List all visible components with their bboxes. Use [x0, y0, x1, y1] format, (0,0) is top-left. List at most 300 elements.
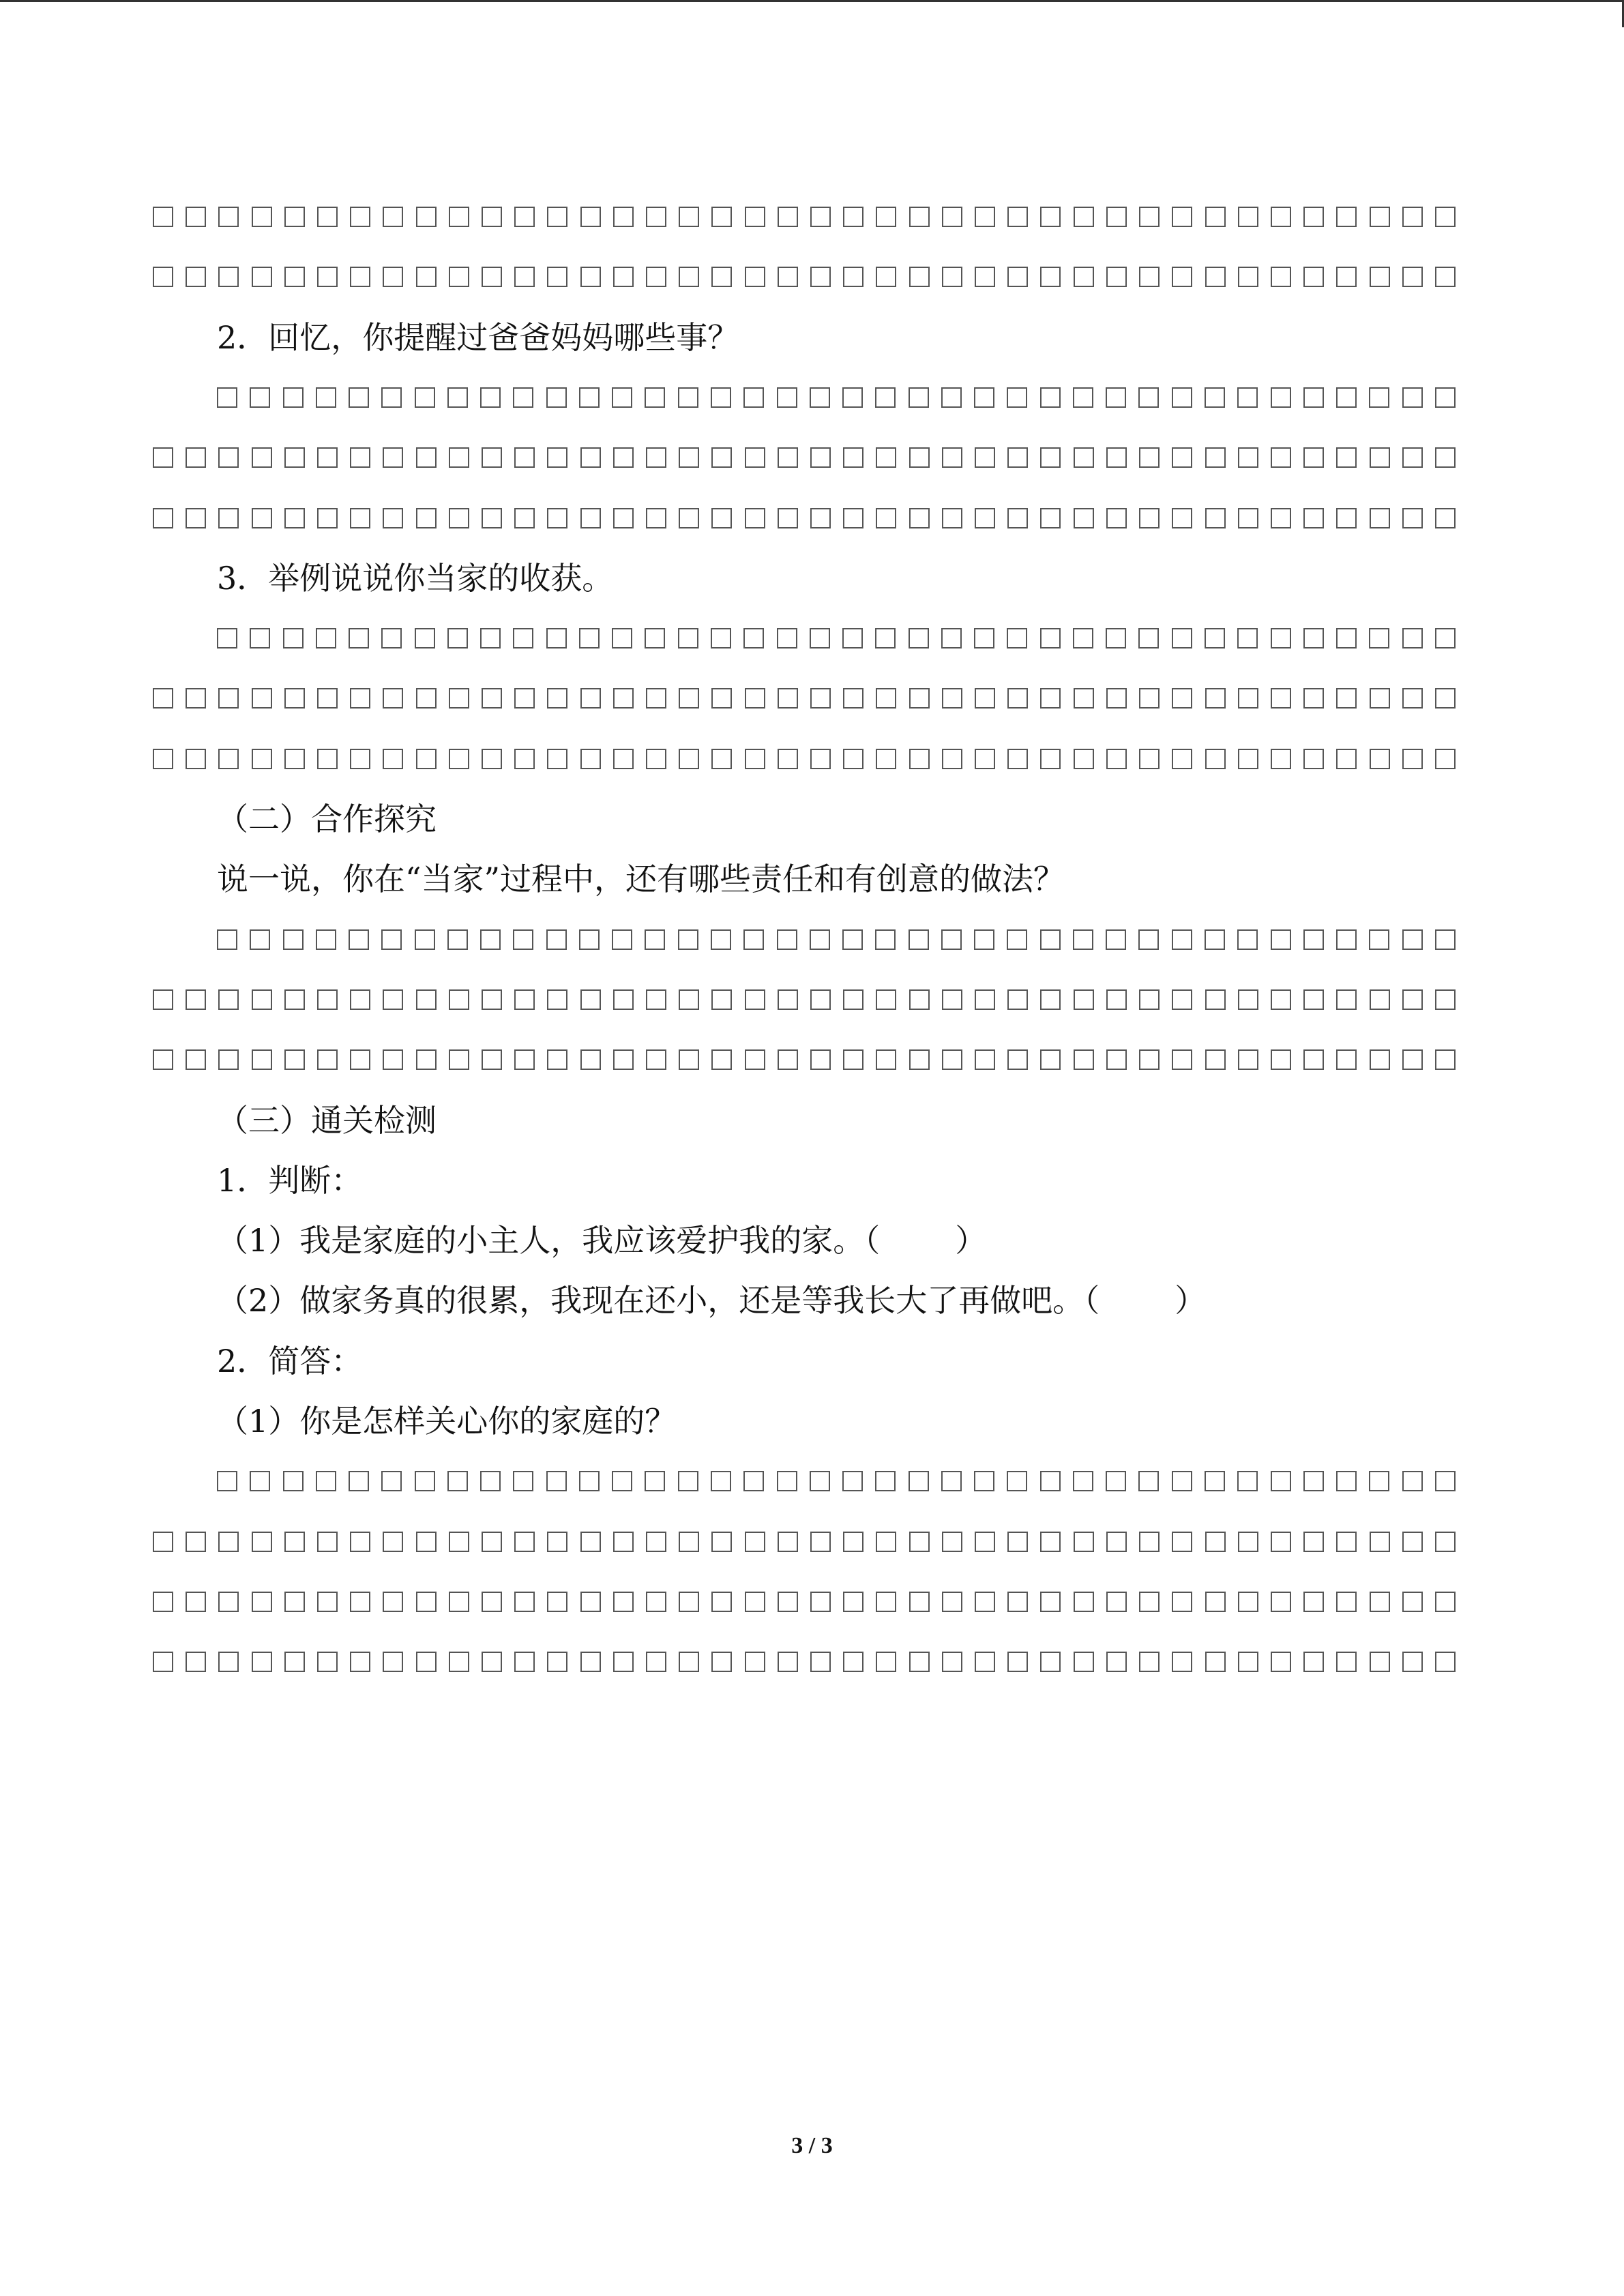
placeholder-box-row	[153, 498, 1456, 539]
placeholder-box	[1238, 508, 1258, 528]
placeholder-box	[679, 1652, 699, 1672]
placeholder-box	[1303, 749, 1324, 769]
placeholder-box	[1040, 207, 1061, 227]
placeholder-box	[1040, 929, 1061, 950]
placeholder-box	[580, 1049, 601, 1070]
placeholder-box	[1402, 1532, 1423, 1552]
placeholder-box	[842, 387, 863, 408]
placeholder-box	[415, 387, 435, 408]
placeholder-box	[284, 749, 305, 769]
placeholder-box	[547, 207, 567, 227]
placeholder-box	[1336, 628, 1357, 648]
placeholder-box	[514, 1652, 535, 1672]
placeholder-box	[514, 1532, 535, 1552]
placeholder-box	[646, 749, 666, 769]
placeholder-box	[1007, 1049, 1028, 1070]
placeholder-box	[1370, 207, 1390, 227]
placeholder-box	[415, 628, 435, 648]
placeholder-box	[975, 1532, 995, 1552]
placeholder-box	[416, 1532, 437, 1552]
placeholder-box	[612, 387, 632, 408]
placeholder-box	[186, 1049, 206, 1070]
placeholder-box	[777, 387, 797, 408]
placeholder-box	[1139, 207, 1160, 227]
question-text: （1）我是家庭的小主人，我应该爱护我的家。（	[217, 1222, 881, 1259]
placeholder-box	[153, 1592, 173, 1612]
placeholder-box	[778, 1049, 798, 1070]
placeholder-box	[974, 387, 994, 408]
placeholder-box	[1007, 749, 1028, 769]
placeholder-box	[646, 1532, 666, 1552]
placeholder-box	[875, 387, 896, 408]
placeholder-box	[416, 749, 437, 769]
placeholder-box	[482, 447, 502, 468]
placeholder-box	[1237, 387, 1258, 408]
placeholder-box	[612, 929, 632, 950]
placeholder-box	[810, 267, 831, 287]
placeholder-box	[350, 508, 370, 528]
placeholder-box	[218, 1049, 239, 1070]
placeholder-box	[810, 1592, 831, 1612]
placeholder-box	[1370, 989, 1390, 1010]
placeholder-box	[580, 447, 601, 468]
placeholder-box	[482, 508, 502, 528]
placeholder-box	[843, 1532, 863, 1552]
placeholder-box	[252, 447, 272, 468]
placeholder-box	[1172, 1471, 1192, 1491]
placeholder-box-row	[217, 1461, 1456, 1502]
placeholder-box	[1402, 1471, 1423, 1491]
placeholder-box	[252, 1652, 272, 1672]
placeholder-box	[974, 1471, 994, 1491]
placeholder-box	[743, 628, 764, 648]
placeholder-box	[842, 628, 863, 648]
placeholder-box	[613, 508, 634, 528]
placeholder-box	[514, 508, 535, 528]
placeholder-box	[613, 447, 634, 468]
placeholder-box	[745, 1532, 765, 1552]
placeholder-box	[1106, 1532, 1127, 1552]
placeholder-box	[1074, 989, 1094, 1010]
placeholder-box	[480, 387, 501, 408]
placeholder-box	[482, 989, 502, 1010]
placeholder-box	[646, 267, 666, 287]
placeholder-box	[810, 508, 831, 528]
placeholder-box-row	[217, 919, 1456, 960]
placeholder-box	[1172, 508, 1192, 528]
placeholder-box	[745, 207, 765, 227]
placeholder-box	[678, 387, 698, 408]
placeholder-box	[447, 929, 468, 950]
placeholder-box	[1007, 1532, 1028, 1552]
placeholder-box	[974, 628, 994, 648]
placeholder-box	[1040, 1652, 1061, 1672]
placeholder-box	[284, 1592, 305, 1612]
placeholder-box	[1303, 387, 1324, 408]
placeholder-box-row	[217, 377, 1456, 418]
placeholder-box	[349, 628, 369, 648]
placeholder-box	[447, 1471, 468, 1491]
placeholder-box	[1139, 1049, 1160, 1070]
placeholder-box	[1040, 1592, 1061, 1612]
placeholder-box	[580, 688, 601, 709]
placeholder-box	[514, 207, 535, 227]
placeholder-box	[810, 929, 830, 950]
placeholder-box	[1205, 1592, 1226, 1612]
placeholder-box	[1336, 688, 1357, 709]
placeholder-box-row	[153, 678, 1456, 719]
placeholder-box	[876, 688, 896, 709]
placeholder-box	[778, 749, 798, 769]
text-line: （三）通关检测	[217, 1102, 437, 1139]
placeholder-box	[480, 929, 501, 950]
placeholder-box	[186, 749, 206, 769]
placeholder-box	[1370, 749, 1390, 769]
placeholder-box	[218, 508, 239, 528]
placeholder-box	[975, 1652, 995, 1672]
placeholder-box	[1205, 207, 1226, 227]
placeholder-box	[679, 989, 699, 1010]
placeholder-box	[546, 1471, 567, 1491]
placeholder-box	[580, 207, 601, 227]
placeholder-box	[941, 628, 962, 648]
placeholder-box	[843, 989, 863, 1010]
question-text: （2）做家务真的很累，我现在还小，还是等我长大了再做吧。（	[217, 1282, 1100, 1319]
placeholder-box	[745, 1049, 765, 1070]
placeholder-box	[810, 989, 831, 1010]
placeholder-box	[283, 929, 304, 950]
placeholder-box	[1303, 688, 1324, 709]
placeholder-box	[745, 989, 765, 1010]
placeholder-box	[1402, 1652, 1423, 1672]
placeholder-box-row	[153, 739, 1456, 779]
placeholder-box	[1336, 447, 1357, 468]
placeholder-box	[514, 267, 535, 287]
placeholder-box	[1073, 387, 1093, 408]
placeholder-box	[1205, 1471, 1225, 1491]
placeholder-box-row	[153, 1581, 1456, 1622]
placeholder-box	[1205, 447, 1226, 468]
placeholder-box	[449, 1532, 469, 1552]
placeholder-box	[1205, 1049, 1226, 1070]
text-line: 3．举例说说你当家的收获。	[217, 560, 614, 597]
placeholder-box	[1237, 1471, 1258, 1491]
placeholder-box	[383, 447, 403, 468]
placeholder-box	[449, 267, 469, 287]
placeholder-box	[941, 1471, 962, 1491]
placeholder-box	[1139, 1532, 1160, 1552]
placeholder-box	[613, 267, 634, 287]
placeholder-box	[975, 508, 995, 528]
placeholder-box	[547, 267, 567, 287]
placeholder-box	[613, 688, 634, 709]
placeholder-box	[1370, 1532, 1390, 1552]
placeholder-box	[283, 387, 304, 408]
placeholder-box	[1435, 1652, 1456, 1672]
placeholder-box	[745, 267, 765, 287]
placeholder-box	[547, 1049, 567, 1070]
placeholder-box	[252, 508, 272, 528]
placeholder-box	[743, 1471, 764, 1491]
placeholder-box	[1205, 387, 1225, 408]
placeholder-box	[449, 749, 469, 769]
placeholder-box	[613, 1049, 634, 1070]
placeholder-box	[449, 1652, 469, 1672]
placeholder-box	[383, 1652, 403, 1672]
placeholder-box	[449, 989, 469, 1010]
placeholder-box	[777, 1471, 797, 1491]
placeholder-box	[1172, 749, 1192, 769]
placeholder-box	[1205, 1532, 1226, 1552]
placeholder-box	[743, 929, 764, 950]
placeholder-box	[1007, 1592, 1028, 1612]
placeholder-box	[449, 688, 469, 709]
placeholder-box	[1040, 1471, 1061, 1491]
placeholder-box	[1435, 267, 1456, 287]
placeholder-box	[778, 688, 798, 709]
placeholder-box	[252, 207, 272, 227]
placeholder-box	[1238, 1532, 1258, 1552]
placeholder-box	[1106, 989, 1127, 1010]
placeholder-box	[711, 387, 731, 408]
placeholder-box	[1303, 1532, 1324, 1552]
placeholder-box	[1370, 688, 1390, 709]
placeholder-box	[1172, 1532, 1192, 1552]
placeholder-box	[909, 628, 929, 648]
placeholder-box	[843, 749, 863, 769]
placeholder-box	[482, 1532, 502, 1552]
placeholder-box	[153, 749, 173, 769]
placeholder-box	[1106, 207, 1127, 227]
placeholder-box	[679, 508, 699, 528]
placeholder-box	[1336, 929, 1357, 950]
placeholder-box	[711, 749, 732, 769]
placeholder-box	[153, 508, 173, 528]
page-number: 3 / 3	[791, 2133, 833, 2158]
placeholder-box	[711, 1471, 731, 1491]
placeholder-box	[679, 267, 699, 287]
placeholder-box	[1336, 1652, 1357, 1672]
placeholder-box	[317, 267, 338, 287]
placeholder-box-row	[153, 256, 1456, 297]
placeholder-box	[711, 929, 731, 950]
placeholder-box	[843, 207, 863, 227]
placeholder-box	[613, 1652, 634, 1672]
placeholder-box	[1271, 929, 1291, 950]
placeholder-box	[1172, 1592, 1192, 1612]
placeholder-box	[810, 447, 831, 468]
placeholder-box	[252, 1532, 272, 1552]
placeholder-box	[1402, 688, 1423, 709]
placeholder-box	[252, 749, 272, 769]
placeholder-box	[876, 1532, 896, 1552]
placeholder-box	[1435, 1592, 1456, 1612]
placeholder-box	[679, 1532, 699, 1552]
placeholder-box	[679, 749, 699, 769]
placeholder-box	[482, 1652, 502, 1672]
placeholder-box	[843, 1049, 863, 1070]
placeholder-box	[513, 929, 533, 950]
placeholder-box	[1336, 1049, 1357, 1070]
placeholder-box	[514, 989, 535, 1010]
placeholder-box	[317, 1049, 338, 1070]
placeholder-box	[1271, 387, 1291, 408]
placeholder-box	[250, 387, 270, 408]
placeholder-box	[1402, 508, 1423, 528]
placeholder-box	[1435, 207, 1456, 227]
placeholder-box	[580, 1652, 601, 1672]
placeholder-box	[416, 1652, 437, 1672]
placeholder-box	[1040, 447, 1061, 468]
placeholder-box	[218, 447, 239, 468]
placeholder-box	[1205, 929, 1225, 950]
placeholder-box	[909, 989, 930, 1010]
placeholder-box	[810, 1049, 831, 1070]
placeholder-box	[810, 1471, 830, 1491]
placeholder-box	[381, 1471, 402, 1491]
placeholder-box	[218, 749, 239, 769]
placeholder-box	[252, 688, 272, 709]
placeholder-box	[350, 1049, 370, 1070]
placeholder-box	[415, 929, 435, 950]
placeholder-box	[546, 387, 567, 408]
placeholder-box	[218, 989, 239, 1010]
placeholder-box	[1435, 387, 1456, 408]
placeholder-box	[875, 628, 896, 648]
placeholder-box	[1336, 267, 1357, 287]
placeholder-box	[1040, 749, 1061, 769]
placeholder-box	[843, 688, 863, 709]
placeholder-box	[381, 387, 402, 408]
placeholder-box	[1106, 387, 1126, 408]
placeholder-box	[843, 1592, 863, 1612]
placeholder-box	[909, 387, 929, 408]
closing-paren: ）	[955, 1222, 987, 1259]
placeholder-box	[1237, 628, 1258, 648]
placeholder-box	[252, 267, 272, 287]
placeholder-box	[514, 1049, 535, 1070]
placeholder-box	[646, 1592, 666, 1612]
placeholder-box	[1106, 929, 1126, 950]
placeholder-box	[1106, 447, 1127, 468]
placeholder-box	[942, 1532, 962, 1552]
placeholder-box	[317, 447, 338, 468]
placeholder-box	[909, 1592, 930, 1612]
placeholder-box	[547, 989, 567, 1010]
placeholder-box	[646, 508, 666, 528]
placeholder-box	[1106, 1652, 1127, 1672]
placeholder-box	[975, 267, 995, 287]
placeholder-box	[909, 447, 930, 468]
placeholder-box	[975, 688, 995, 709]
placeholder-box	[547, 1532, 567, 1552]
placeholder-box	[778, 1532, 798, 1552]
placeholder-box	[1106, 749, 1127, 769]
placeholder-box	[218, 207, 239, 227]
placeholder-box	[350, 688, 370, 709]
placeholder-box	[975, 1049, 995, 1070]
placeholder-box	[1238, 749, 1258, 769]
placeholder-box	[316, 1471, 336, 1491]
placeholder-box	[350, 267, 370, 287]
placeholder-box	[613, 207, 634, 227]
placeholder-box	[942, 508, 962, 528]
placeholder-box	[317, 1652, 338, 1672]
placeholder-box	[350, 989, 370, 1010]
placeholder-box	[1074, 267, 1094, 287]
placeholder-box	[153, 207, 173, 227]
placeholder-box	[1402, 628, 1423, 648]
placeholder-box	[1237, 929, 1258, 950]
placeholder-box	[218, 1532, 239, 1552]
placeholder-box-row	[153, 1039, 1456, 1080]
placeholder-box	[250, 628, 270, 648]
placeholder-box	[1139, 1592, 1160, 1612]
placeholder-box	[153, 447, 173, 468]
placeholder-box	[975, 1592, 995, 1612]
placeholder-box	[1369, 1471, 1389, 1491]
placeholder-box	[1303, 989, 1324, 1010]
placeholder-box	[810, 628, 830, 648]
placeholder-box	[284, 688, 305, 709]
placeholder-box	[711, 1592, 732, 1612]
placeholder-box	[1172, 1049, 1192, 1070]
placeholder-box	[810, 1652, 831, 1672]
placeholder-box	[1040, 688, 1061, 709]
placeholder-box	[317, 1592, 338, 1612]
placeholder-box	[646, 688, 666, 709]
placeholder-box	[350, 207, 370, 227]
placeholder-box	[876, 1652, 896, 1672]
placeholder-box	[186, 1592, 206, 1612]
placeholder-box	[547, 508, 567, 528]
placeholder-box	[711, 207, 732, 227]
placeholder-box	[1172, 267, 1192, 287]
placeholder-box	[679, 688, 699, 709]
placeholder-box	[974, 929, 994, 950]
placeholder-box	[711, 1652, 732, 1672]
placeholder-box	[613, 1532, 634, 1552]
text-line: （1）你是怎样关心你的家庭的？	[217, 1403, 677, 1440]
placeholder-box	[1238, 688, 1258, 709]
placeholder-box	[909, 1532, 930, 1552]
placeholder-box-row	[153, 1641, 1456, 1682]
placeholder-box	[1172, 1652, 1192, 1672]
placeholder-box	[646, 989, 666, 1010]
placeholder-box	[514, 688, 535, 709]
placeholder-box	[416, 688, 437, 709]
placeholder-box	[678, 929, 698, 950]
placeholder-box	[349, 1471, 369, 1491]
placeholder-box	[842, 929, 863, 950]
placeholder-box	[449, 447, 469, 468]
placeholder-box	[579, 1471, 600, 1491]
placeholder-box	[1205, 508, 1226, 528]
placeholder-box	[1106, 1592, 1127, 1612]
placeholder-box	[778, 267, 798, 287]
placeholder-box	[252, 1592, 272, 1612]
placeholder-box	[252, 989, 272, 1010]
placeholder-box	[1007, 1652, 1028, 1672]
placeholder-box	[1074, 1652, 1094, 1672]
placeholder-box	[645, 387, 665, 408]
placeholder-box	[1336, 749, 1357, 769]
placeholder-box	[1303, 447, 1324, 468]
placeholder-box	[1139, 989, 1160, 1010]
placeholder-box	[1402, 749, 1423, 769]
placeholder-box	[876, 1049, 896, 1070]
placeholder-box	[217, 628, 237, 648]
